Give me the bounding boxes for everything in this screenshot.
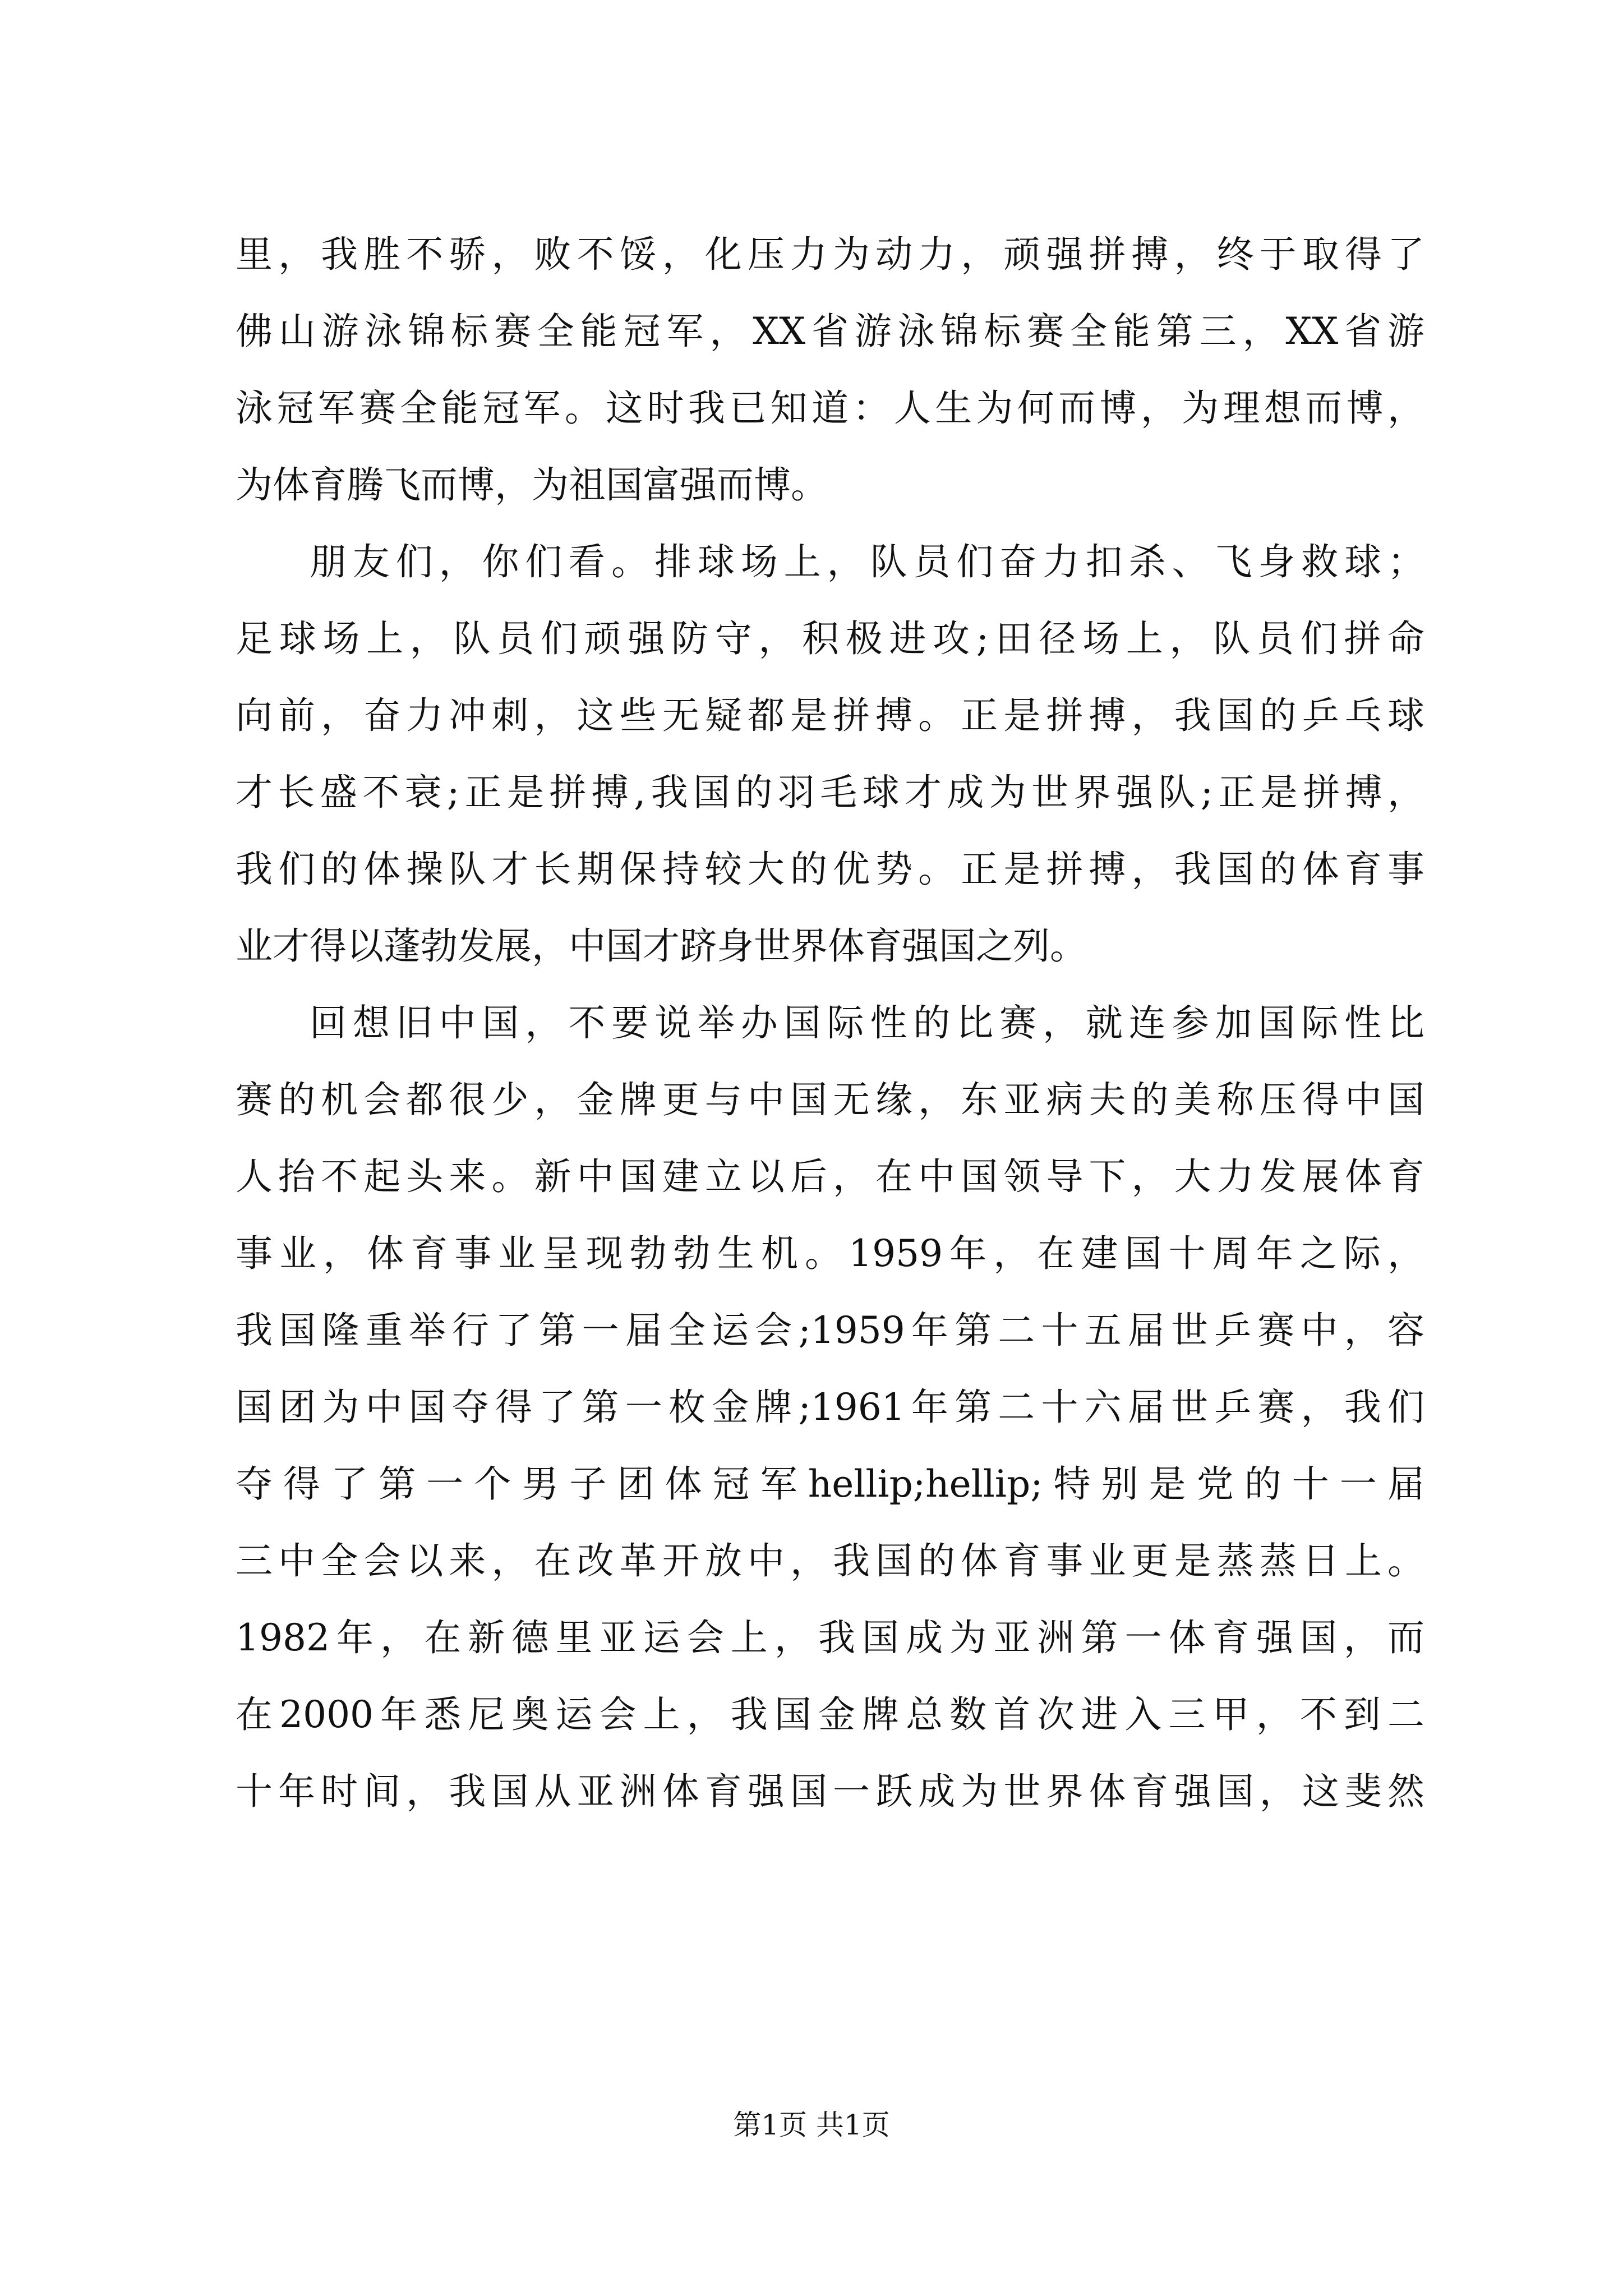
text-line: 泳冠军赛全能冠军。这时我已知道：人生为何而博，为理想而博， — [236, 386, 1424, 430]
text-line: 业才得以蓬勃发展，中国才跻身世界体育强国之列。 — [236, 924, 1087, 968]
document-body — [236, 216, 1424, 1830]
text-line: 足球场上，队员们顽强防守，积极进攻;田径场上，队员们拼命 — [236, 617, 1424, 660]
text-line: 朋友们，你们看。排球场上，队员们奋力扣杀、飞身救球； — [310, 540, 1424, 583]
text-line: 国团为中国夺得了第一枚金牌;1961年第二十六届世乒赛，我们 — [236, 1386, 1424, 1429]
text-line: 为体育腾飞而博，为祖国富强而博。 — [236, 463, 828, 507]
text-line: 回想旧中国，不要说举办国际性的比赛，就连参加国际性比 — [310, 1001, 1424, 1045]
text-line: 在2000年悉尼奥运会上，我国金牌总数首次进入三甲，不到二 — [236, 1693, 1424, 1736]
text-line: 里，我胜不骄，败不馁，化压力为动力，顽强拼搏，终于取得了 — [236, 233, 1424, 276]
text-line: 佛山游泳锦标赛全能冠军，XX省游泳锦标赛全能第三，XX省游 — [236, 310, 1424, 353]
text-line: 十年时间，我国从亚洲体育强国一跃成为世界体育强国，这斐然 — [236, 1770, 1424, 1813]
text-line: 事业，体育事业呈现勃勃生机。1959年，在建国十周年之际， — [236, 1232, 1424, 1275]
text-line: 1982年，在新德里亚运会上，我国成为亚洲第一体育强国，而 — [236, 1616, 1424, 1659]
text-line: 夺得了第一个男子团体冠军hellip;hellip;特别是党的十一届 — [236, 1462, 1424, 1506]
text-line: 赛的机会都很少，金牌更与中国无缘，东亚病夫的美称压得中国 — [236, 1078, 1424, 1121]
text-line: 才长盛不衰;正是拼搏,我国的羽毛球才成为世界强队;正是拼搏， — [236, 771, 1424, 814]
text-line: 我们的体操队才长期保持较大的优势。正是拼搏，我国的体育事 — [236, 848, 1424, 891]
text-line: 人抬不起头来。新中国建立以后，在中国领导下，大力发展体育 — [236, 1155, 1424, 1198]
text-line: 三中全会以来，在改革开放中，我国的体育事业更是蒸蒸日上。 — [236, 1539, 1424, 1582]
page-footer: 第1页 共1页 — [733, 2109, 890, 2141]
text-line: 向前，奋力冲刺，这些无疑都是拼搏。正是拼搏，我国的乒乓球 — [236, 694, 1424, 737]
text-line: 我国隆重举行了第一届全运会;1959年第二十五届世乒赛中，容 — [236, 1309, 1424, 1352]
